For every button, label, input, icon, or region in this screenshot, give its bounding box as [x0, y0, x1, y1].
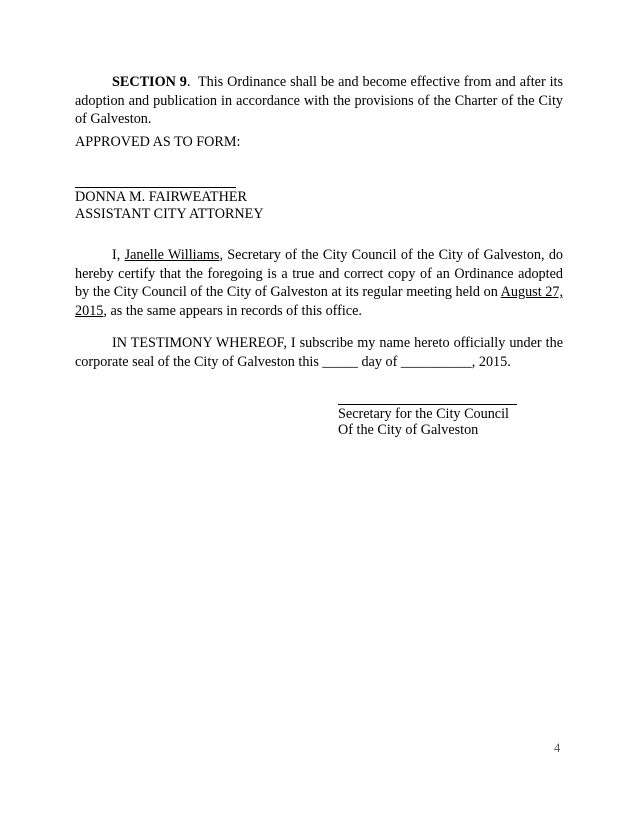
page-number: 4 — [554, 741, 561, 755]
secretary-name: Janelle Williams — [124, 247, 220, 263]
section-9-text: This Ordinance shall be and become effective from and after its adoption and publication in accordance with the provisions of the Charter of the City of Galveston. — [75, 74, 567, 127]
signature-title-line-2: Of the City of Galveston — [338, 422, 479, 438]
section-9-heading: SECTION 9 — [112, 74, 187, 90]
certification-text-1: I, — [112, 247, 125, 263]
certification-text-3: , as the same appears in records of this office. — [103, 302, 362, 319]
attorney-name: DONNA M. FAIRWEATHER — [75, 189, 247, 205]
approved-as-to-form-label: APPROVED AS TO FORM: — [75, 134, 241, 150]
signature-title-line-1: Secretary for the City Council — [338, 406, 509, 422]
section-9-paragraph — [75, 73, 567, 129]
section-9-heading-punct: . — [186, 74, 191, 90]
testimony-paragraph: IN TESTIMONY WHEREOF, I subscribe my name hereto officially under the corporate seal of the City of Galveston this _____ day of __________, 2015. — [75, 335, 563, 370]
certification-paragraph — [75, 246, 563, 320]
certification-text-2: , Secretary of the City Council of the City of Galveston, do hereby certify that the foregoing is a true and correct copy of an Ordinance adopted by the City Council of the City of Galveston at its regular meeting held on — [75, 247, 564, 300]
attorney-title: ASSISTANT CITY ATTORNEY — [75, 206, 264, 222]
meeting-date: August 27, 2015 — [75, 284, 563, 319]
